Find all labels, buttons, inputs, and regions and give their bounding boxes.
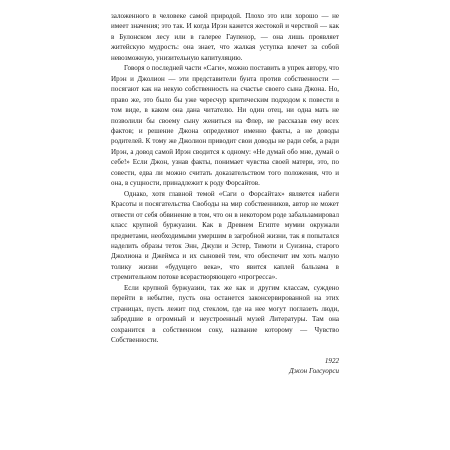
signature-block xyxy=(111,356,339,377)
body-text xyxy=(111,11,339,376)
signature-author: Джон Голсуорси xyxy=(289,366,339,375)
signature-year: 1922 xyxy=(324,356,339,365)
paragraph-forsyte-saga-theme: Однако, хотя главной темой «Саги о Форсайтах» является набеги Красоты и посягательства Свободы на мир собственников, автор не может отвести от себя обвинение в том, что он в некотором роде забальзамировал класс крупной буржуазии. Как в Древнем Египте мумии окружали предметами, необходимыми умершим в загробной жизни, так я попытался наделить образы теток Энн, Джули и Эстер, Тимоти и Суизина, старого Джолиона и Джеймса и их сыновей тем, что обеспечит им хоть малую толику жизни «будущего века», что явится каплей бальзама в стремительном потоке всерастворяющего «прогресса». xyxy=(111,189,339,282)
paragraph-continued: заложенного в человеке самой природой. Плохо это или хорошо — не имеет значения; это так. И когда Ирэн кажется жестокой и черствой — как в Булонском лесу или в галерее Гаупенор, — она лишь проявляет житейскую мудрость: она знает, что жалкая уступка влечет за собой невозможную, унизительную капитуляцию. xyxy=(111,12,339,62)
paragraph-bourgeoisie-museum: Если крупной буржуазии, так же как и другим классам, суждено перейти в небытие, пусть она останется законсервированной на этих страницах, пусть лежит под стеклом, где на нее могут поглазеть люди, забредшие в огромный и неустроенный музей Литературы. Там она сохранится в собственном соку, название которому — Чувство Собственности. xyxy=(111,283,339,345)
paragraph-saga-last-part: Говоря о последней части «Саги», можно поставить в упрек автору, что Ирэн и Джолион — эти представители бунта против собственности — посягают как на некую собственность на счастье своего сына Джона. Но, право же, это было бы уже чересчур критическим подходом к повести в том виде, в каком она дана читателю. Ни один отец, ни одна мать не позволили бы своему сыну жениться на Флер, не рассказав ему всех фактов; и решение Джона определяют именно факты, а не доводы родителей. К тому же Джолион приводит свои доводы не ради себя, а ради Ирэн, а довод самой Ирэн сводится к одному: «Не думай обо мне, думай о себе!» Если Джон, узнав факты, понимает чувства своей матери, это, по совести, едва ли можно считать доказательством того положения, что и она, в сущности, принадлежит к роду Форсайтов. xyxy=(111,64,339,188)
